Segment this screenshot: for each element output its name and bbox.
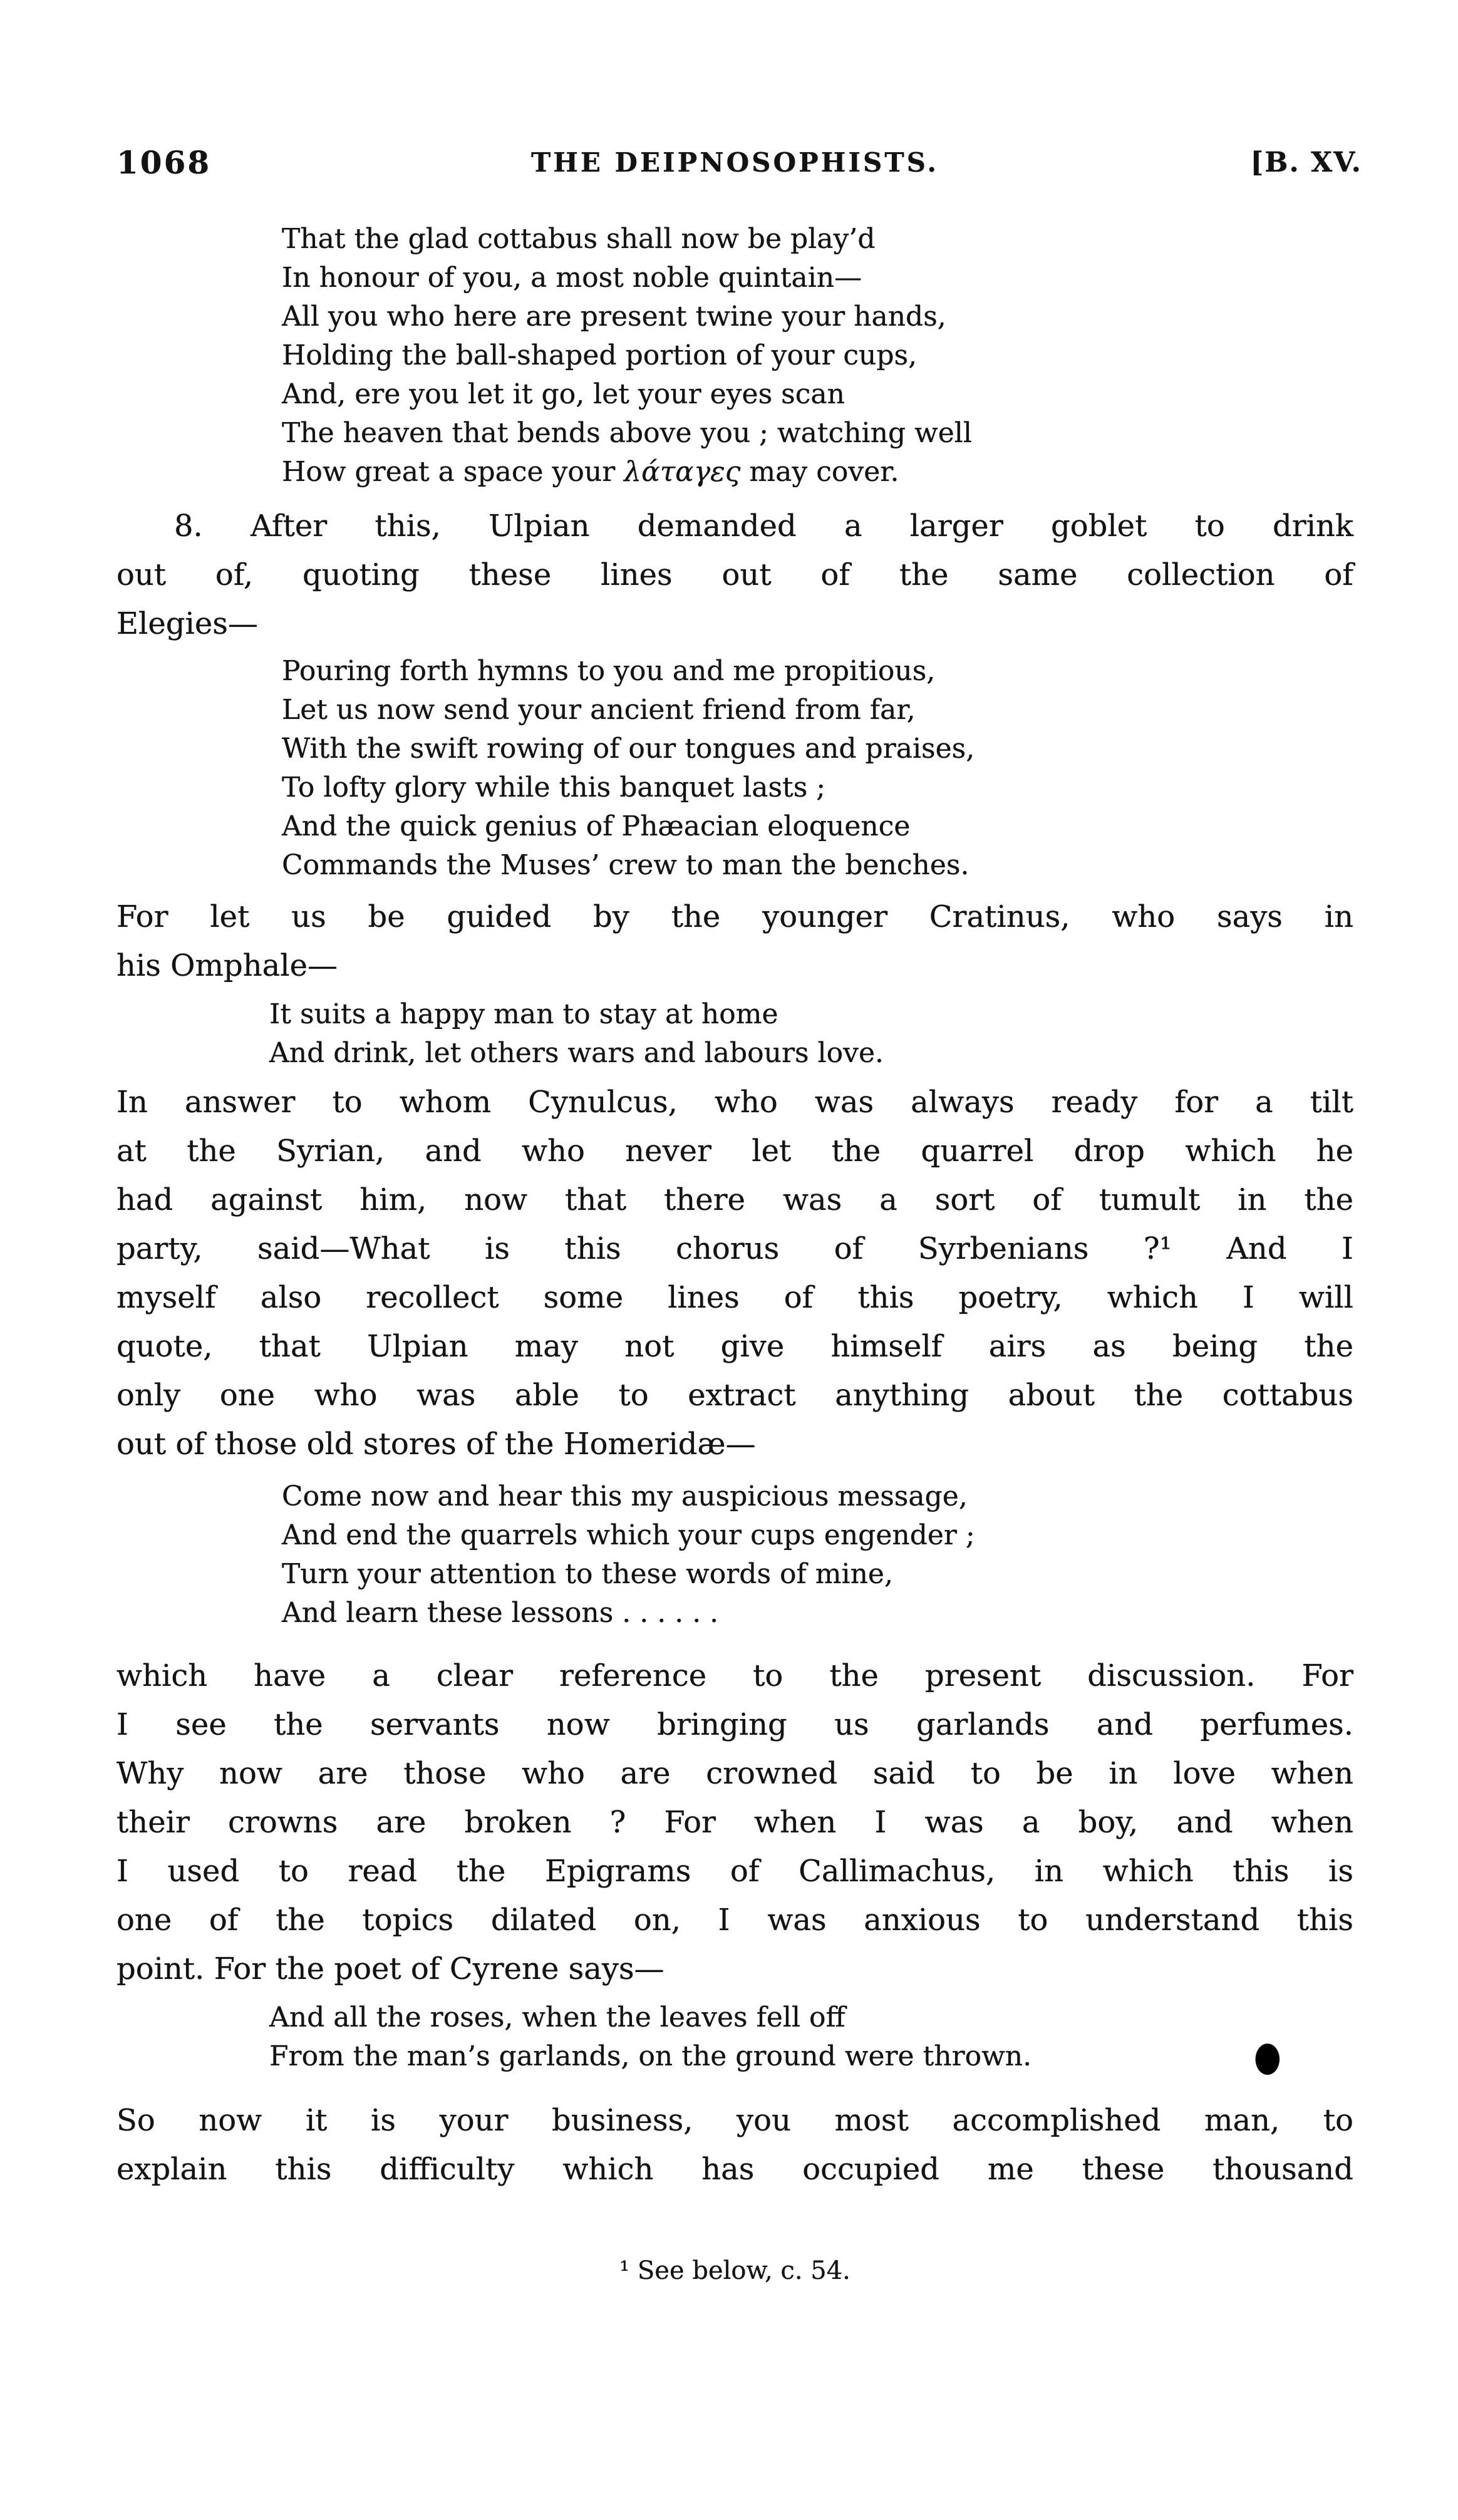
body-line: explain this difficulty which has occupied me these thousand — [116, 2152, 1353, 2187]
verse-line-text: may cover. — [740, 456, 899, 488]
verse-line: To lofty glory while this banquet lasts ; — [282, 772, 826, 803]
verse-line: In honour of you, a most noble quintain— — [282, 262, 862, 294]
body-line: So now it is your business, you most accomplished man, to — [116, 2103, 1353, 2138]
footnote: ¹ See below, c. 54. — [619, 2256, 850, 2285]
verse-line: And the quick genius of Phæacian eloquence — [282, 810, 911, 842]
page-header — [116, 141, 1362, 185]
paragraph-8-ulpian — [116, 502, 1353, 648]
verse-quote-homeridae — [282, 1477, 1353, 1633]
verse-line: From the man’s garlands, on the ground were thrown. — [269, 2040, 1032, 2072]
body-line: out of those old stores of the Homeridæ— — [116, 1427, 756, 1462]
body-line: point. For the poet of Cyrene says— — [116, 1951, 664, 1986]
body-line: I see the servants now bringing us garlands and perfumes. — [116, 1707, 1353, 1742]
ink-blot: ● — [1254, 2032, 1281, 2080]
verse-line: And, ere you let it go, let your eyes scan — [282, 378, 845, 410]
book-reference: [B. XV. — [1250, 147, 1362, 178]
verse-line: Pouring forth hymns to you and me propitious, — [282, 655, 936, 687]
paragraph-closing — [116, 2096, 1353, 2194]
verse-line: The heaven that bends above you ; watching well — [282, 417, 972, 449]
body-line: Why now are those who are crowned said to be in love when — [116, 1756, 1353, 1791]
paragraph-garlands — [116, 1651, 1353, 1993]
verse-line: Turn your attention to these words of mine, — [282, 1558, 893, 1590]
verse-line: All you who here are present twine your hands, — [282, 301, 946, 333]
verse-line: That the glad cottabus shall now be play’d — [282, 223, 876, 255]
verse-line: And end the quarrels which your cups engender ; — [282, 1519, 975, 1551]
body-line: only one who was able to extract anything about the cottabus — [116, 1378, 1353, 1413]
page-number: 1068 — [116, 144, 212, 181]
body-line: at the Syrian, and who never let the quarrel drop which he — [116, 1133, 1353, 1169]
body-line: out of, quoting these lines out of the same collection of — [116, 557, 1353, 592]
body-line: In answer to whom Cynulcus, who was always ready for a tilt — [116, 1085, 1353, 1120]
verse-line-text: How great a space your — [282, 456, 624, 488]
verse-line: Let us now send your ancient friend from far, — [282, 694, 916, 726]
body-line: his Omphale— — [116, 948, 338, 983]
verse-line: And all the roses, when the leaves fell off — [269, 2001, 845, 2033]
body-line: 8. After this, Ulpian demanded a larger goblet to drink — [174, 509, 1353, 544]
verse-lines — [282, 220, 1353, 453]
verse-line: And learn these lessons . . . . . . — [282, 1597, 719, 1629]
verse-line: Come now and hear this my auspicious message, — [282, 1480, 968, 1512]
paragraph-cynulcus — [116, 1078, 1353, 1469]
body-line: myself also recollect some lines of this poetry, which I will — [116, 1280, 1353, 1315]
body-line: which have a clear reference to the present discussion. For — [116, 1658, 1353, 1693]
body-line: I used to read the Epigrams of Callimachus, in which this is — [116, 1854, 1353, 1889]
verse-line: It suits a happy man to stay at home — [269, 998, 778, 1030]
body-line: party, said—What is this chorus of Syrbenians ?¹ And I — [116, 1231, 1353, 1266]
greek-word: λάταγες — [624, 456, 741, 488]
body-line: For let us be guided by the younger Cratinus, who says in — [116, 899, 1353, 934]
verse-line — [282, 453, 1353, 492]
paragraph-cratinus — [116, 892, 1353, 990]
verse-line: And drink, let others wars and labours love. — [269, 1037, 884, 1069]
verse-quote-elegies — [282, 652, 1353, 885]
verse-line: Holding the ball-shaped portion of your cups, — [282, 339, 918, 371]
verse-line: With the swift rowing of our tongues and praises, — [282, 733, 975, 765]
running-title: THE DEIPNOSOPHISTS. — [530, 147, 939, 178]
body-line: quote, that Ulpian may not give himself airs as being the — [116, 1329, 1353, 1364]
body-line: one of the topics dilated on, I was anxious to understand this — [116, 1903, 1353, 1938]
verse-line: Commands the Muses’ crew to man the benches. — [282, 849, 969, 881]
verse-quote-callimachus — [269, 1998, 1353, 2080]
body-line: their crowns are broken ? For when I was a boy, and when — [116, 1805, 1353, 1840]
text-block — [116, 141, 1362, 2288]
body-line: had against him, now that there was a sort of tumult in the — [116, 1182, 1353, 1217]
verse-quote-cottabus — [282, 220, 1353, 492]
verse-quote-omphale — [269, 995, 1353, 1073]
body-line: Elegies— — [116, 606, 258, 641]
